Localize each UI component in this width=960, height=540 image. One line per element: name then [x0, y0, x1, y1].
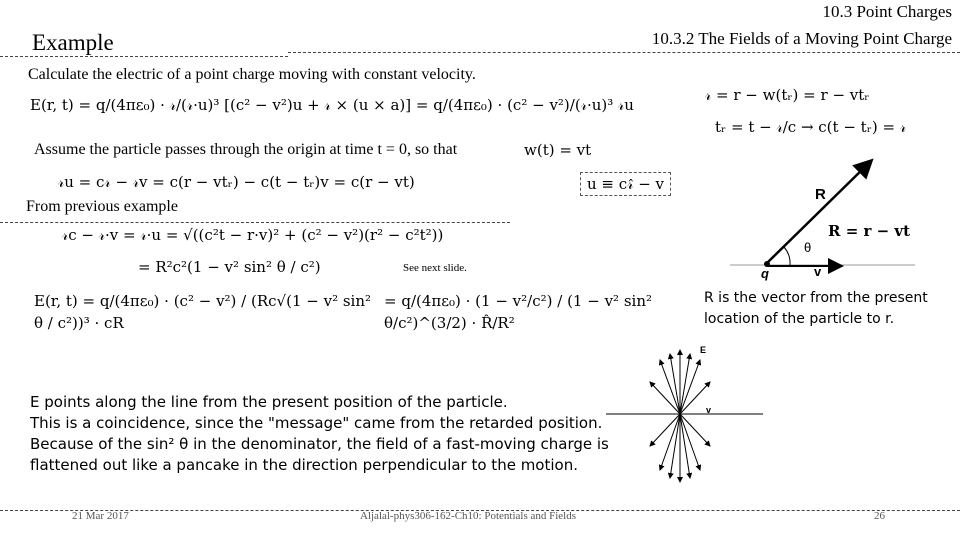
field-E-label: E [700, 345, 707, 355]
equation-E-final-left: E(r, t) = q/(4πε₀) · (c² − v²) / (Rc√(1 − v² sin² θ / c²))³ · cR [34, 292, 372, 332]
theta-arc [784, 247, 790, 265]
equation-retarded-time: tᵣ = t − 𝓇/c → c(t − tᵣ) = 𝓇 [715, 118, 907, 136]
position-vector-diagram [720, 150, 920, 280]
assumption-text: Assume the particle passes through the origin at time t = 0, so that [34, 141, 458, 158]
equation-dot-product-result: = R²c²(1 − v² sin² θ / c²) [138, 258, 321, 276]
subsection-heading: 10.3.2 The Fields of a Moving Point Charge [651, 29, 952, 48]
explanation-line-2: This is a coincidence, since the "message" came from the retarded position. [30, 414, 603, 432]
footer-page-number: 26 [874, 510, 885, 522]
footer-course: Aljalal-phys306-162-Ch10: Potentials and Fields [360, 510, 577, 522]
section-heading: 10.3 Point Charges [822, 2, 952, 21]
R-description-line-1: R is the vector from the present [704, 290, 928, 306]
pancake-field-diagram [598, 342, 768, 492]
equation-E-general: E(r, t) = q/(4πε₀) · 𝓇/(𝓇·u)³ [(c² − v²)u + 𝓇 × (u × a)] = q/(4πε₀) · (c² − v²)/(𝓇·u)³ 𝓇u [30, 96, 634, 114]
intro-text: Calculate the electric of a point charge moving with constant velocity. [28, 66, 476, 83]
equation-dot-product: 𝓇c − 𝓇·v = 𝓇·u = √((c²t − r·v)² + (c² − v²)(r² − c²t²)) [62, 226, 444, 244]
slide-title: Example [32, 30, 114, 55]
R-description-line-2: location of the particle to r. [704, 311, 895, 327]
diagram-v-label: v [814, 264, 822, 279]
see-next-slide-note: See next slide. [403, 262, 467, 274]
R-vector-arrow [767, 162, 870, 263]
equation-u-definition: u ≡ c𝓇̂ − v [580, 172, 671, 196]
previous-example-label: From previous example [26, 198, 178, 215]
equation-ru: 𝓇u = c𝓇 − 𝓇v = c(r − vtᵣ) − c(t − tᵣ)v = c(r − vt) [58, 173, 415, 191]
diagram-R-label: R [815, 186, 826, 203]
explanation-line-1: E points along the line from the present position of the particle. [30, 393, 508, 411]
diagram-theta-label: θ [804, 240, 812, 255]
field-v-label: v [706, 405, 712, 415]
diagram-R-equation: R = r − vt [828, 222, 911, 240]
equation-E-final-right: = q/(4πε₀) · (1 − v²/c²) / (1 − v² sin² θ/c²)^(3/2) · R̂/R² [384, 292, 653, 332]
explanation-line-4: flattened out like a pancake in the direction perpendicular to the motion. [30, 456, 578, 474]
equation-script-r: 𝓇 = r − w(tᵣ) = r − vtᵣ [705, 86, 870, 104]
diagram-q-label: q [761, 266, 769, 281]
title-divider-right [288, 52, 960, 53]
footer-date: 21 Mar 2017 [72, 510, 129, 522]
explanation-line-3: Because of the sin² θ in the denominator, the field of a fast-moving charge is [30, 435, 609, 453]
title-divider-left [0, 56, 288, 57]
field-lines [650, 350, 710, 482]
section-divider [0, 222, 510, 223]
equation-w: w(t) = vt [524, 141, 592, 159]
